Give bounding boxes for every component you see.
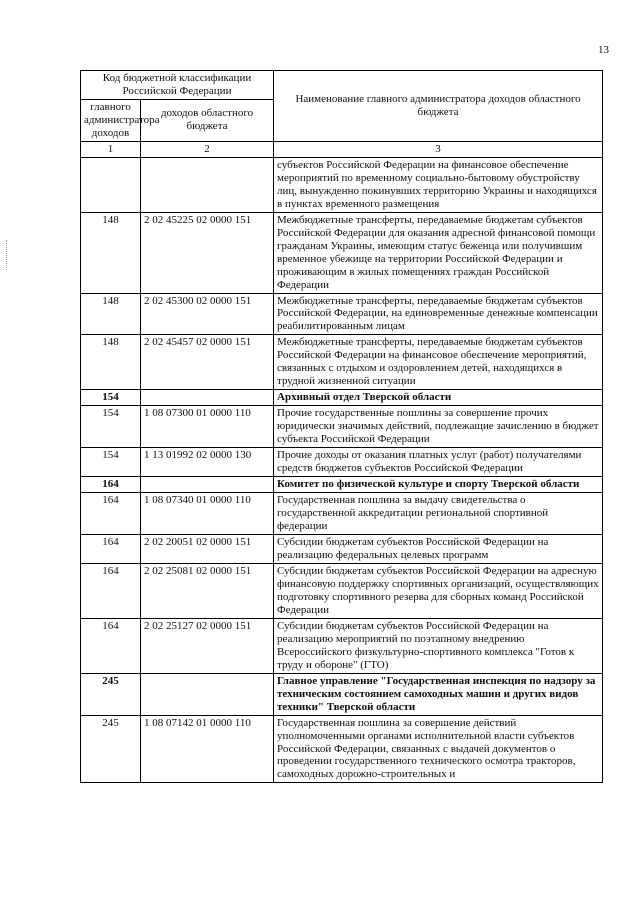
income-code-cell [141, 390, 274, 406]
table-row [81, 390, 603, 406]
income-code-cell: 2 02 45225 02 0000 151 [141, 212, 274, 293]
header-name-column: Наименование главного администратора доходов областного бюджета [274, 71, 603, 142]
table-row [81, 563, 603, 618]
admin-code-cell: 164 [81, 477, 141, 493]
header-code-column: доходов областного бюджета [141, 99, 274, 141]
income-code-cell: 2 02 25127 02 0000 151 [141, 618, 274, 673]
table-row [81, 493, 603, 535]
name-cell: Государственная пошлина за выдачу свидетельства о государственной аккредитации региональной спортивной федерации [274, 493, 603, 535]
name-cell: Главное управление "Государственная инспекция по надзору за техническим состоянием самоходных машин и других видов техники" Тверской области [274, 673, 603, 715]
table-row [81, 293, 603, 335]
income-code-cell: 2 02 20051 02 0000 151 [141, 534, 274, 563]
admin-code-cell: 164 [81, 493, 141, 535]
income-code-cell [141, 673, 274, 715]
table-row [81, 477, 603, 493]
header-num-1: 1 [81, 141, 141, 157]
income-code-cell [141, 157, 274, 212]
income-code-cell: 1 08 07142 01 0000 110 [141, 715, 274, 783]
admin-code-cell: 245 [81, 715, 141, 783]
table-row [81, 673, 603, 715]
table-row [81, 448, 603, 477]
admin-code-cell: 164 [81, 563, 141, 618]
margin-mark [6, 240, 8, 270]
name-cell: Прочие доходы от оказания платных услуг (работ) получателями средств бюджетов субъектов Российской Федерации [274, 448, 603, 477]
income-code-cell: 2 02 45457 02 0000 151 [141, 335, 274, 390]
income-code-cell: 1 08 07340 01 0000 110 [141, 493, 274, 535]
income-code-cell: 2 02 45300 02 0000 151 [141, 293, 274, 335]
income-code-cell: 2 02 25081 02 0000 151 [141, 563, 274, 618]
admin-code-cell [81, 157, 141, 212]
header-num-2: 2 [141, 141, 274, 157]
table-body [81, 157, 603, 783]
budget-classification-table [80, 70, 603, 783]
name-cell: Государственная пошлина за совершение действий уполномоченными органами исполнительной власти субъектов Российской Федерации, связанных с выдачей документов о проведении государственного технического осмотра тракторов, самоходных дорожно-строительных и [274, 715, 603, 783]
name-cell: Архивный отдел Тверской области [274, 390, 603, 406]
income-code-cell: 1 08 07300 01 0000 110 [141, 406, 274, 448]
admin-code-cell: 148 [81, 335, 141, 390]
name-cell: Субсидии бюджетам субъектов Российской Федерации на реализацию мероприятий по поэтапному внедрению Всероссийского физкультурно-спортивного комплекса "Готов к труду и обороне" (ГТО) [274, 618, 603, 673]
name-cell: Межбюджетные трансферты, передаваемые бюджетам субъектов Российской Федерации для оказания адресной финансовой помощи гражданам Украины, имеющим статус беженца или получившим временное убежище на территории Российской Федерации и проживающим в жилых помещениях граждан Российской Федерации [274, 212, 603, 293]
name-cell: Межбюджетные трансферты, передаваемые бюджетам субъектов Российской Федерации, на единовременные денежные компенсации реабилитированным лицам [274, 293, 603, 335]
admin-code-cell: 154 [81, 406, 141, 448]
table-row [81, 534, 603, 563]
admin-code-cell: 148 [81, 293, 141, 335]
name-cell: Субсидии бюджетам субъектов Российской Федерации на адресную финансовую поддержку спортивных организаций, осуществляющих подготовку спортивного резерва для сборных команд Российской Федерации [274, 563, 603, 618]
page-number: 13 [598, 44, 609, 56]
income-code-cell: 1 13 01992 02 0000 130 [141, 448, 274, 477]
header-num-3: 3 [274, 141, 603, 157]
table-row [81, 157, 603, 212]
header-admin-column: главного администратора доходов [81, 99, 141, 141]
name-cell: субъектов Российской Федерации на финансовое обеспечение мероприятий по временному социально-бытовому обустройству лиц, вынужденно покинувших территорию Украины и находящихся в пунктах временного размещения [274, 157, 603, 212]
admin-code-cell: 154 [81, 390, 141, 406]
name-cell: Прочие государственные пошлины за совершение прочих юридически значимых действий, подлежащие зачислению в бюджет субъекта Российской Федерации [274, 406, 603, 448]
table-row [81, 406, 603, 448]
name-cell: Комитет по физической культуре и спорту Тверской области [274, 477, 603, 493]
admin-code-cell: 154 [81, 448, 141, 477]
table-row [81, 212, 603, 293]
admin-code-cell: 148 [81, 212, 141, 293]
admin-code-cell: 164 [81, 618, 141, 673]
income-code-cell [141, 477, 274, 493]
name-cell: Межбюджетные трансферты, передаваемые бюджетам субъектов Российской Федерации на финансовое обеспечение мероприятий, связанных с отдыхом и оздоровлением детей, находящихся в трудной жизненной ситуации [274, 335, 603, 390]
table-row [81, 715, 603, 783]
name-cell: Субсидии бюджетам субъектов Российской Федерации на реализацию федеральных целевых программ [274, 534, 603, 563]
admin-code-cell: 245 [81, 673, 141, 715]
table-row [81, 335, 603, 390]
admin-code-cell: 164 [81, 534, 141, 563]
header-group: Код бюджетной классификации Российской Федерации [81, 71, 274, 100]
table-row [81, 618, 603, 673]
